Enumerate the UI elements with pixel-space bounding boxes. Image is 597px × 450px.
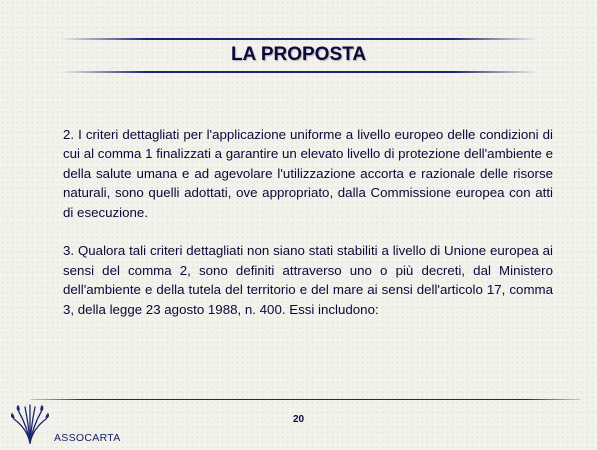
footer-rule: [30, 399, 580, 400]
paragraph-comma-2: 2. I criteri dettagliati per l'applicazione uniforme a livello europeo delle condizioni di cui al comma 1 finalizzati a garantire un elevato livello di protezione dell'ambiente e della salute umana e ad agevolare l'utilizzazione accorta e razionale delle risorse naturali, sono quelli adottati, ove appropriato, dalla Commissione europea con atti di esecuzione.: [63, 127, 553, 220]
brand-name: ASSOCARTA: [54, 432, 121, 444]
paragraph-comma-3: 3. Qualora tali criteri dettagliati non siano stati stabiliti a livello di Unione europea ai sensi del comma 2, sono definiti attraverso uno o più decreti, dal Ministero dell'ambiente e della tutela del territorio e del mare ai sensi dell'articolo 17, comma 3, della legge 23 agosto 1988, n. 400. Essi includono:: [63, 243, 553, 317]
slide-body: [63, 125, 553, 319]
title-bottom-rule: [60, 71, 538, 73]
assocarta-logo-icon: [8, 403, 52, 445]
slide-title: LA PROPOSTA: [230, 44, 367, 65]
page-number: 20: [292, 414, 305, 425]
